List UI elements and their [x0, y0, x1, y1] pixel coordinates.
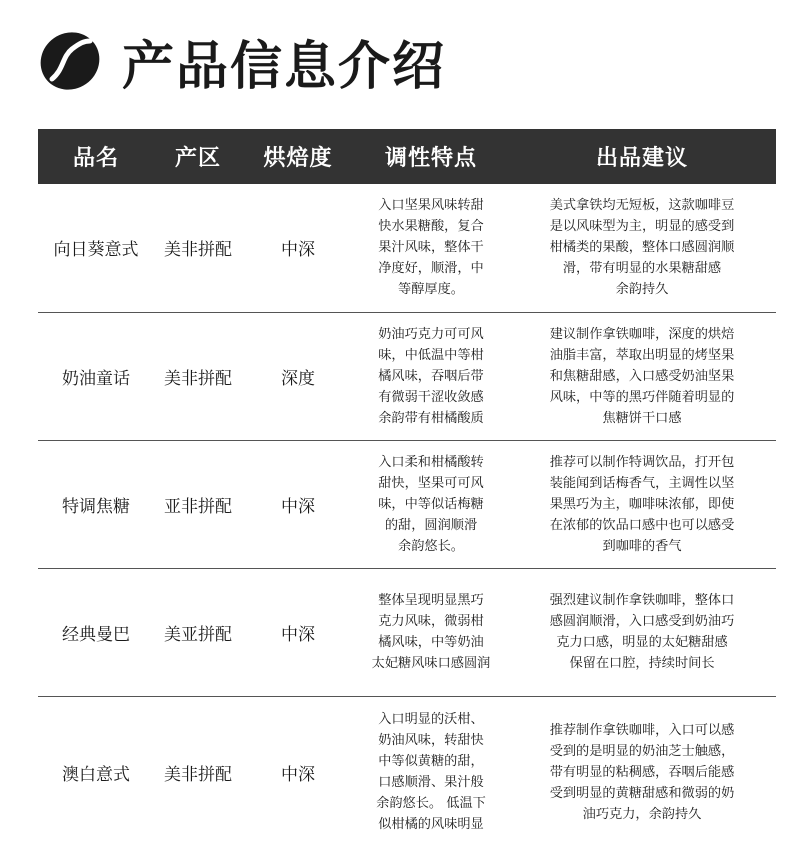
page-title: 产品信息介绍	[122, 36, 447, 97]
product-name: 奶油童话	[62, 368, 130, 389]
column-header-advice: 出品建议	[595, 146, 688, 171]
table-header-row	[38, 129, 776, 184]
product-advice: 推荐制作拿铁咖啡，入口可以感 受到的是明显的奶油芝士触感， 带有明显的粘稠感，吞咽后能感 受到明显的黄糖甜感和微弱的奶 油巧克力，余韵持久	[549, 722, 735, 822]
product-origin: 美非拼配	[164, 368, 232, 389]
product-origin: 亚非拼配	[164, 496, 232, 517]
table-row	[38, 184, 776, 312]
product-advice: 建议制作拿铁咖啡，深度的烘焙 油脂丰富，萃取出明显的烤坚果 和焦糖甜感，入口感受奶油坚果 风味，中等的黑巧伴随着明显的 焦糖饼干口感	[549, 326, 735, 426]
product-advice: 强烈建议制作拿铁咖啡，整体口 感圆润顺滑，入口感受到奶油巧 克力口感，明显的太妃糖甜感 保留在口腔，持续时间长	[549, 593, 735, 671]
table-row	[38, 568, 776, 696]
table-row	[38, 696, 776, 848]
product-flavor: 入口柔和柑橘酸转 甜快，坚果可可风 味，中等似话梅糖 的甜，圆润顺滑 余韵悠长。	[378, 454, 484, 554]
column-header-flavor: 调性特点	[384, 146, 477, 171]
table-row	[38, 440, 776, 568]
product-flavor: 入口坚果风味转甜 快水果糖酸，复合 果汁风味，整体干 净度好，顺滑，中 等醇厚度。	[378, 198, 484, 298]
product-name: 经典曼巴	[62, 624, 130, 645]
product-name: 特调焦糖	[62, 496, 130, 517]
column-header-name: 品名	[72, 146, 119, 171]
product-origin: 美亚拼配	[164, 624, 232, 645]
product-info-table	[38, 129, 776, 848]
product-name: 澳白意式	[62, 764, 130, 785]
page-header	[38, 26, 446, 96]
table-row	[38, 312, 776, 440]
product-advice: 美式拿铁均无短板，这款咖啡豆 是以风味型为主，明显的感受到 柑橘类的果酸，整体口感圆润顺 滑，带有明显的水果糖甜感 余韵持久	[549, 198, 735, 298]
coffee-bean-icon	[38, 29, 102, 93]
column-header-origin: 产区	[174, 146, 221, 171]
product-flavor: 整体呈现明显黑巧 克力风味，微弱柑 橘风味，中等奶油 太妃糖风味口感圆润	[371, 593, 491, 671]
product-advice: 推荐可以制作特调饮品，打开包 装能闻到话梅香气，主调性以坚 果黑巧为主，咖啡味浓郁，即使 在浓郁的饮品口感中也可以感受 到咖啡的香气	[549, 454, 735, 554]
product-origin: 美非拼配	[164, 764, 232, 785]
product-flavor: 奶油巧克力可可风 味，中低温中等柑 橘风味，吞咽后带 有微弱干涩收敛感 余韵带有柑橘酸质	[378, 326, 484, 426]
product-roast: 中深	[281, 496, 315, 517]
product-flavor: 入口明显的沃柑、 奶油风味，转甜快 中等似黄糖的甜， 口感顺滑、果汁般 余韵悠长。 低温下 似柑橘的风味明显	[376, 712, 486, 833]
product-roast: 中深	[281, 764, 315, 785]
product-roast: 中深	[281, 624, 315, 645]
product-origin: 美非拼配	[164, 240, 232, 261]
product-roast: 中深	[281, 240, 315, 261]
column-header-roast: 烘焙度	[263, 146, 333, 171]
product-name: 向日葵意式	[53, 240, 139, 261]
product-roast: 深度	[281, 368, 315, 389]
